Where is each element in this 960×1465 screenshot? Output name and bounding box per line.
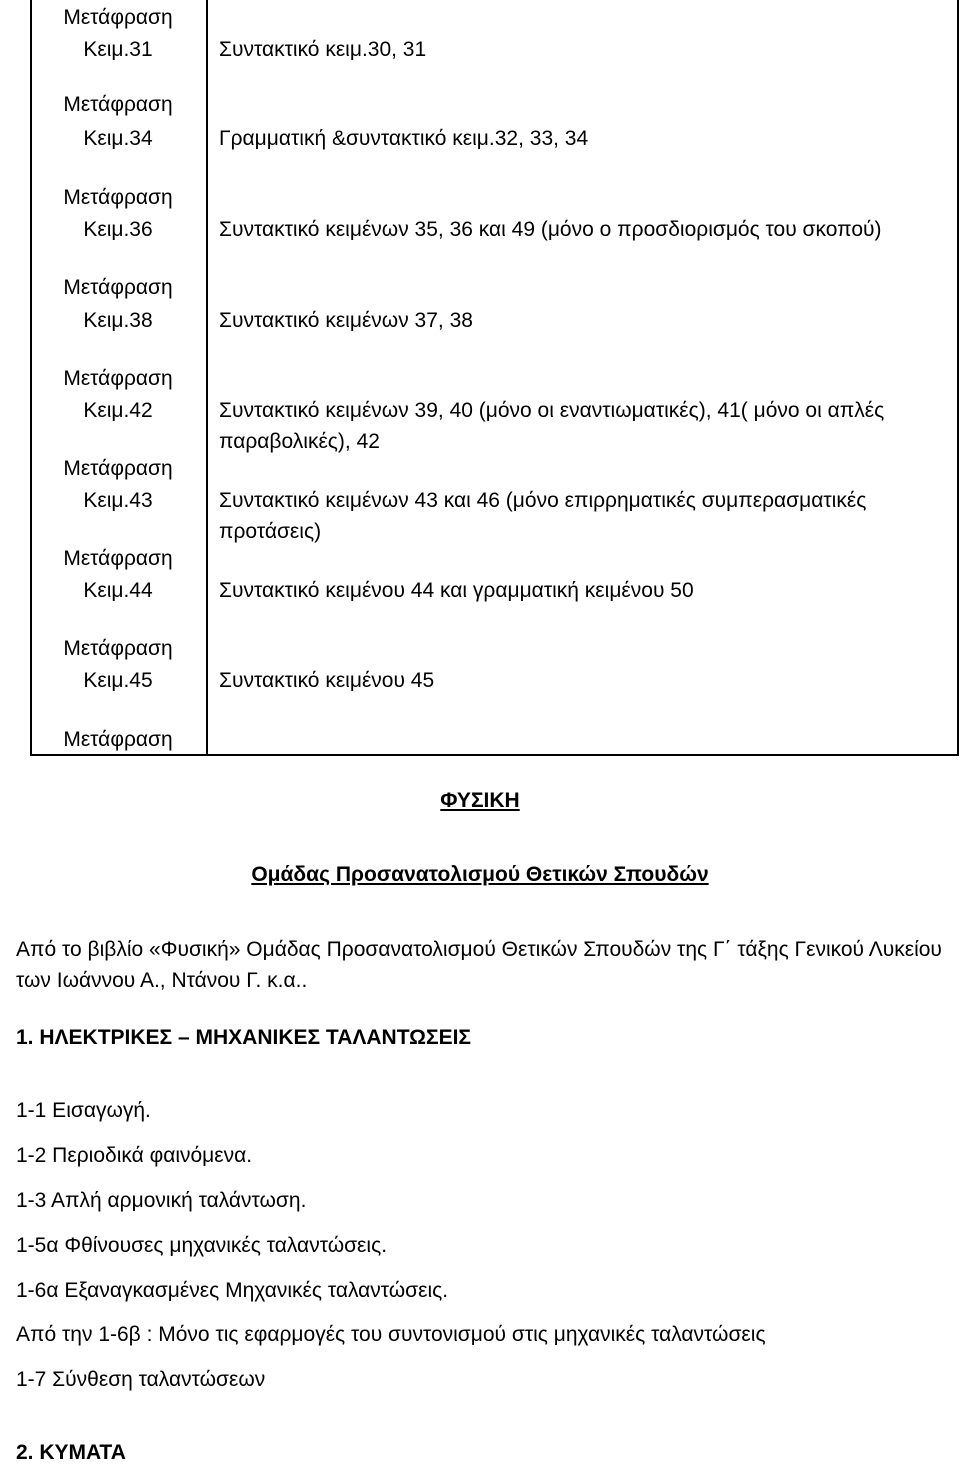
left-cell-translation: Μετάφραση [63, 637, 173, 660]
left-cell-translation: Μετάφραση [63, 367, 173, 390]
section-subtitle: Ομάδας Προσανατολισμού Θετικών Σπουδών [251, 863, 709, 886]
column-divider [206, 0, 208, 754]
chapter-heading: 2. ΚΥΜΑΤΑ [16, 1441, 126, 1464]
left-cell-translation: Μετάφραση [63, 457, 173, 480]
right-cell-topic: Συντακτικό κειμένων 35, 36 και 49 (μόνο ο προσδιορισμός του σκοπού) [219, 218, 882, 241]
left-cell-text-ref: Κειμ.43 [83, 489, 153, 512]
right-cell-topic: Συντακτικό κειμ.30, 31 [219, 38, 427, 61]
list-item: 1-6α Εξαναγκασμένες Μηχανικές ταλαντώσεις. [16, 1279, 449, 1302]
left-cell-translation: Μετάφραση [63, 186, 173, 209]
list-item: 1-3 Απλή αρμονική ταλάντωση. [16, 1189, 307, 1212]
right-cell-topic: Συντακτικό κειμένων 39, 40 (μόνο οι εναντιωματικές), 41( μόνο οι απλές παραβολικές), 42 [219, 399, 885, 453]
left-cell-text-ref: Κειμ.44 [83, 579, 153, 602]
right-cell-topic: Συντακτικό κειμένου 44 και γραμματική κειμένου 50 [219, 579, 694, 602]
left-cell-text-ref: Κειμ.31 [83, 38, 153, 61]
left-cell-translation: Μετάφραση [63, 547, 173, 570]
right-cell-topic: Συντακτικό κειμένων 37, 38 [219, 309, 473, 332]
chapter-heading: 1. ΗΛΕΚΤΡΙΚΕΣ – ΜΗΧΑΝΙΚΕΣ ΤΑΛΑΝΤΩΣΕΙΣ [16, 1026, 472, 1049]
list-item: Από την 1-6β : Μόνο τις εφαρμογές του συντονισμού στις μηχανικές ταλαντώσεις [16, 1323, 766, 1346]
list-item: 1-1 Εισαγωγή. [16, 1099, 151, 1122]
left-cell-translation: Μετάφραση [63, 728, 173, 751]
left-cell-translation: Μετάφραση [63, 6, 173, 29]
left-cell-text-ref: Κειμ.45 [83, 669, 153, 692]
left-cell-text-ref: Κειμ.38 [83, 309, 153, 332]
right-cell-topic: Γραμματική &συντακτικό κειμ.32, 33, 34 [219, 127, 589, 150]
left-cell-text-ref: Κειμ.42 [83, 399, 153, 422]
list-item: 1-2 Περιοδικά φαινόμενα. [16, 1144, 253, 1167]
syllabus-table [30, 0, 959, 756]
left-cell-text-ref: Κειμ.34 [83, 127, 153, 150]
right-cell-topic: Συντακτικό κειμένων 43 και 46 (μόνο επιρρηματικές συμπερασματικές προτάσεις) [219, 489, 867, 543]
section-title: ΦΥΣΙΚΗ [440, 789, 520, 812]
intro-paragraph: Από το βιβλίο «Φυσική» Ομάδας Προσανατολισμού Θετικών Σπουδών της Γ΄ τάξης Γενικού Λυκείου των Ιωάννου Α., Ντάνου Γ. κ.α.. [16, 938, 942, 992]
left-cell-text-ref: Κειμ.36 [83, 218, 153, 241]
list-item: 1-7 Σύνθεση ταλαντώσεων [16, 1368, 266, 1391]
left-cell-translation: Μετάφραση [63, 276, 173, 299]
right-cell-topic: Συντακτικό κειμένου 45 [219, 669, 435, 692]
left-cell-translation: Μετάφραση [63, 93, 173, 116]
list-item: 1-5α Φθίνουσες μηχανικές ταλαντώσεις. [16, 1234, 388, 1257]
